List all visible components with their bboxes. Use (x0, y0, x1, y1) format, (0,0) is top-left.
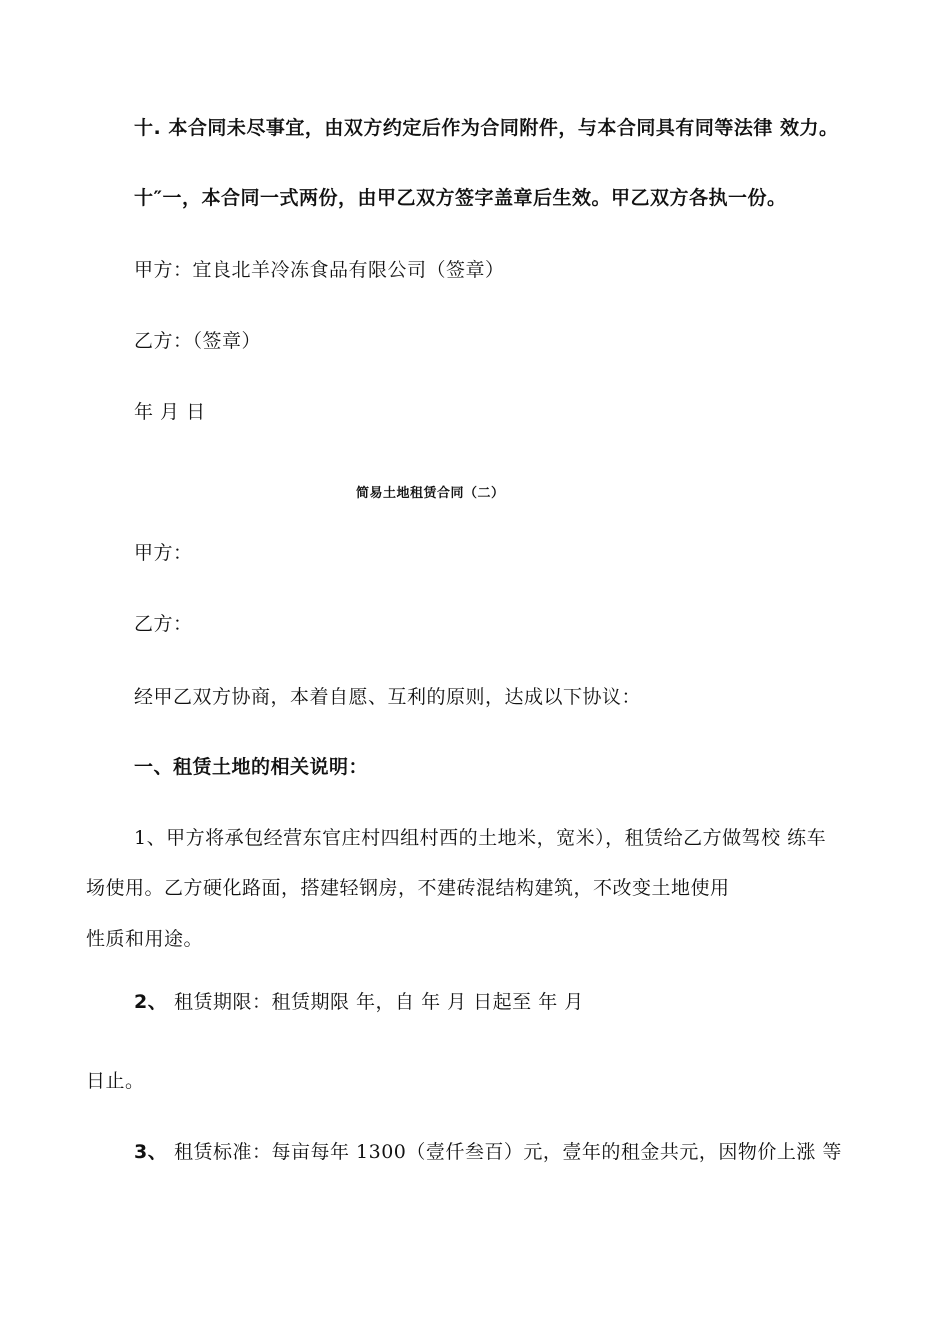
contract-preamble: 经甲乙双方协商，本着自愿、互利的原则，达成以下协议： (134, 686, 642, 708)
clause-10: 十. 本合同未尽事宜，由双方约定后作为合同附件，与本合同具有同等法律 效力。 (134, 117, 839, 139)
signature-date: 年 月 日 (134, 401, 206, 423)
clause-11: 十″一，本合同一式两份，由甲乙双方签字盖章后生效。甲乙双方各执一份。 (134, 187, 787, 209)
item-3-number: 3、 (134, 1141, 168, 1163)
item-2-text: 租赁期限：租赁期限 年，自 年 月 日起至 年 月 (174, 991, 584, 1013)
section-1-heading: 一、租赁土地的相关说明： (134, 756, 369, 778)
party-a-signature: 甲方：宜良北羊冷冻食品有限公司（签章） (134, 259, 505, 281)
contract-party-b: 乙方： (134, 613, 193, 635)
item-2-line-2: 日止。 (86, 1070, 145, 1092)
party-b-signature: 乙方：（签章） (134, 330, 262, 352)
item-1-line-1: 1、甲方将承包经营东官庄村四组村西的土地米，宽米），租赁给乙方做驾校 练车 (134, 827, 827, 849)
item-2-line-1 (134, 990, 584, 1014)
item-3-line-1 (134, 1140, 842, 1164)
contract-party-a: 甲方： (134, 542, 193, 564)
contract-title: 简易土地租赁合同（二） (356, 486, 505, 501)
item-3-text: 租赁标准：每亩每年 1300（壹仟叁百）元，壹年的租金共元，因物价上涨 等 (174, 1141, 842, 1163)
item-1-line-3: 性质和用途。 (86, 928, 204, 950)
item-1-line-2: 场使用。乙方硬化路面，搭建轻钢房，不建砖混结构建筑，不改变土地使用 (86, 877, 730, 899)
item-2-number: 2、 (134, 991, 168, 1013)
